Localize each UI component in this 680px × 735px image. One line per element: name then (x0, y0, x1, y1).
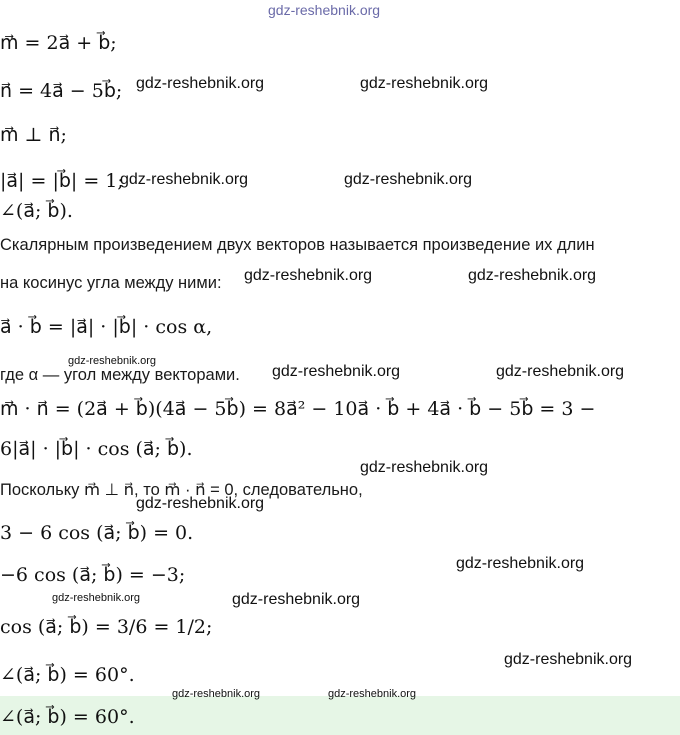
watermark: gdz-reshebnik.org (360, 459, 489, 476)
watermark: gdz-reshebnik.org (136, 75, 265, 92)
equation-step2: −6 cos (a⃗; b⃗) = −3; (0, 564, 186, 586)
watermark: gdz-reshebnik.org (496, 363, 625, 380)
equation-step1: 3 − 6 cos (a⃗; b⃗) = 0. (0, 522, 194, 544)
definition-text-line1: Скалярным произведением двух векторов называется произведение их длин (0, 236, 595, 254)
dot-product-formula: a⃗ · b⃗ = |a⃗| · |b⃗| · cos α, (0, 316, 213, 338)
alpha-explanation: где α — угол между векторами. (0, 366, 240, 384)
watermark: gdz-reshebnik.org (136, 495, 265, 512)
definition-text-line2: на косинус угла между ними: (0, 274, 222, 292)
watermark: gdz-reshebnik.org (456, 555, 585, 572)
given-equal-lengths: |a⃗| = |b⃗| = 1; (0, 170, 124, 192)
watermark: gdz-reshebnik.org (272, 363, 401, 380)
expansion-line2: 6|a⃗| · |b⃗| · cos (a⃗; b⃗). (0, 438, 193, 460)
given-perpendicular: m⃗ ⊥ n⃗; (0, 124, 67, 146)
watermark-small: gdz-reshebnik.org (172, 688, 261, 700)
angle-result: ∠(a⃗; b⃗) = 60°. (0, 664, 135, 686)
given-m-definition: m⃗ = 2a⃗ + b⃗; (0, 32, 117, 54)
watermark-top: gdz-reshebnik.org (268, 2, 381, 18)
watermark: gdz-reshebnik.org (232, 591, 361, 608)
watermark-small: gdz-reshebnik.org (328, 688, 417, 700)
since-perpendicular-text: Поскольку m⃗ ⊥ n⃗, то m⃗ · n⃗ = 0, следовательно, (0, 481, 363, 499)
watermark: gdz-reshebnik.org (244, 267, 373, 284)
cosine-value: cos (a⃗; b⃗) = 3/6 = 1/2; (0, 616, 213, 638)
watermark-small: gdz-reshebnik.org (52, 592, 141, 604)
given-n-definition: n⃗ = 4a⃗ − 5b⃗; (0, 80, 123, 102)
watermark: gdz-reshebnik.org (344, 171, 473, 188)
watermark: gdz-reshebnik.org (360, 75, 489, 92)
watermark: gdz-reshebnik.org (120, 171, 249, 188)
final-answer: ∠(a⃗; b⃗) = 60°. (0, 706, 135, 728)
watermark: gdz-reshebnik.org (468, 267, 597, 284)
watermark-small: gdz-reshebnik.org (68, 355, 157, 367)
find-angle: ∠(a⃗; b⃗). (0, 200, 73, 222)
expansion-line1: m⃗ · n⃗ = (2a⃗ + b⃗)(4a⃗ − 5b⃗) = 8a⃗² − 10a⃗ · b⃗ + 4a⃗ · b⃗ − 5b⃗ = 3 − (0, 398, 596, 420)
watermark: gdz-reshebnik.org (504, 651, 633, 668)
